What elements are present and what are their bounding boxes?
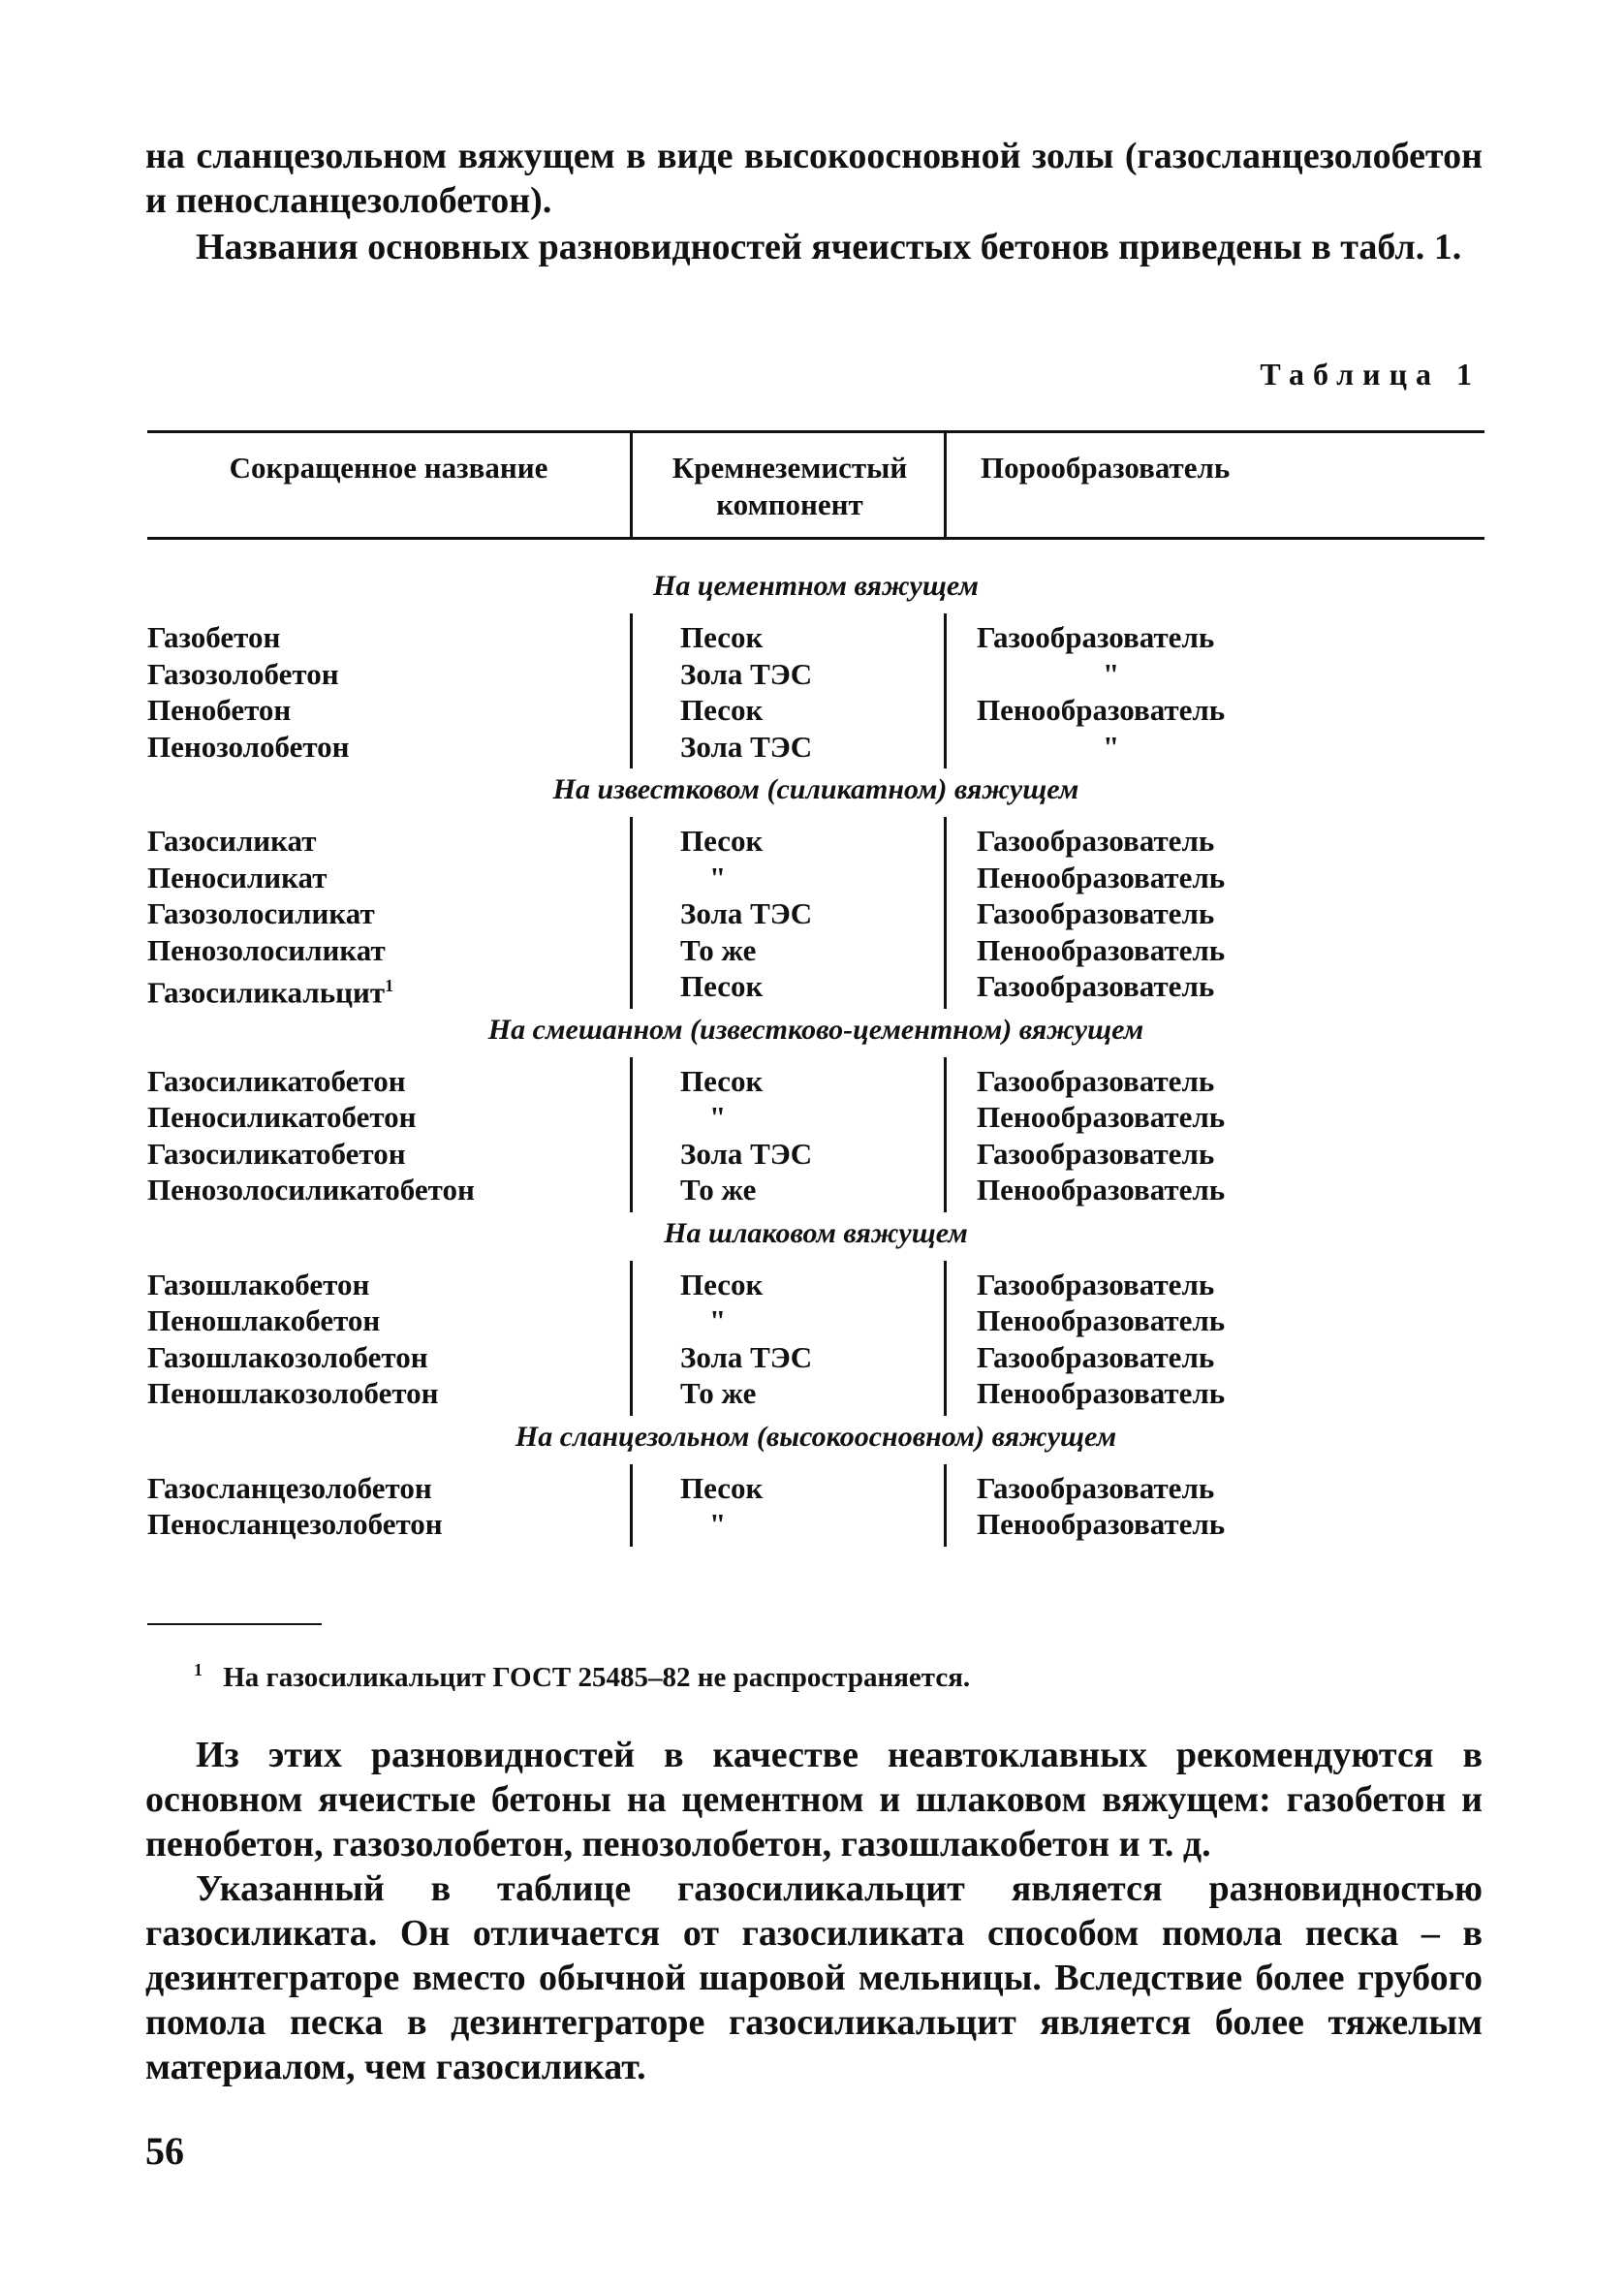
paragraph-recommendation: Из этих разновидностей в качестве неавтоклавных рекомендуются в основном ячеистые бетоны на цементном и шлаковом вяжущем: газобетон и пенобетон, газозолобетон, пенозолобетон, газошлакобетон и т. д. [145, 1735, 1483, 1865]
cell-short-name: Пенозолобетон [147, 729, 350, 764]
column-divider-1 [630, 1464, 633, 1547]
cell-short-name: Газошлакобетон [147, 1267, 370, 1301]
cell-pore-former: Пенообразователь [977, 932, 1226, 967]
cell-pore-former: " [1103, 656, 1120, 691]
table-header-rule [147, 537, 1484, 540]
cell-silica-component: То же [680, 1173, 757, 1207]
cell-silica-component: " [709, 860, 727, 894]
footnote-rule [147, 1623, 322, 1625]
footnote [194, 1652, 970, 1695]
header-short-name: Сокращенное название [229, 451, 548, 485]
column-divider-2 [944, 817, 947, 1009]
cell-pore-former: Пенообразователь [977, 1376, 1226, 1410]
cell-silica-component: Зола ТЭС [680, 1339, 813, 1374]
cell-short-name: Газобетон [147, 620, 281, 654]
cell-short-name: Пеношлакобетон [147, 1303, 381, 1337]
page-number: 56 [145, 2129, 184, 2173]
section-title: На цементном вяжущем [653, 570, 979, 602]
cell-short-name: Пеносиликат [147, 860, 328, 894]
cell-short-name: Газосиликатобетон [147, 1136, 406, 1171]
cell-short-name: Пенобетон [147, 693, 292, 727]
section-title: На известковом (силикатном) вяжущем [552, 773, 1079, 805]
cell-silica-component: То же [680, 932, 757, 967]
cell-pore-former: Газообразователь [977, 969, 1215, 1003]
cell-pore-former: Газообразователь [977, 896, 1215, 930]
cell-pore-former: Пенообразователь [977, 1507, 1226, 1541]
cell-pore-former: Газообразователь [977, 824, 1215, 858]
cell-short-name: Пенозолосиликатобетон [147, 1173, 475, 1207]
cell-silica-component: Песок [680, 1267, 764, 1301]
cell-pore-former: Пенообразователь [977, 1173, 1226, 1207]
header-divider-2 [944, 430, 947, 540]
cell-silica-component: Песок [680, 824, 764, 858]
section-title: На сланцезольном (высокоосновном) вяжущем [515, 1420, 1117, 1453]
column-divider-1 [630, 613, 633, 768]
cell-short-name: Газозолосиликат [147, 896, 375, 930]
cell-pore-former: Газообразователь [977, 1063, 1215, 1098]
header-pore-former: Порообразователь [981, 451, 1231, 485]
section-title: На шлаковом вяжущем [664, 1216, 968, 1249]
cell-silica-component: Зола ТЭС [680, 1136, 813, 1171]
cell-pore-former: Пенообразователь [977, 860, 1226, 894]
cell-silica-component: " [709, 1303, 727, 1337]
footnote-marker: 1 [194, 1660, 203, 1679]
cell-pore-former: Газообразователь [977, 1136, 1215, 1171]
cell-short-name: Газосиликат [147, 824, 317, 858]
table-top-rule [147, 430, 1484, 433]
cell-pore-former: Пенообразователь [977, 1303, 1226, 1337]
footnote-text: На газосиликальцит ГОСТ 25485–82 не распространяется. [223, 1661, 971, 1693]
column-divider-2 [944, 1464, 947, 1547]
cell-short-name: Газозолобетон [147, 656, 339, 691]
footnote-reference-marker: 1 [385, 976, 394, 995]
cell-pore-former: " [1103, 729, 1120, 764]
paragraph-intro: на сланцезольном вяжущем в виде высокоосновной золы (газосланцезолобетон и пеносланцезолобетон). [145, 136, 1483, 221]
column-divider-2 [944, 1261, 947, 1416]
cell-silica-component: Песок [680, 969, 764, 1003]
cell-silica-component: Песок [680, 1063, 764, 1098]
cell-short-name: Пеносиликатобетон [147, 1100, 417, 1134]
cell-silica-component: Зола ТЭС [680, 729, 813, 764]
table-caption: Таблица 1 [1260, 357, 1481, 392]
cell-pore-former: Пенообразователь [977, 693, 1226, 727]
cell-silica-component: Зола ТЭС [680, 896, 813, 930]
cell-short-name: Пеношлакозолобетон [147, 1376, 439, 1410]
column-divider-1 [630, 817, 633, 1009]
header-divider-1 [630, 430, 633, 540]
cell-pore-former: Газообразователь [977, 1339, 1215, 1374]
cell-short-name: Газосланцезолобетон [147, 1470, 432, 1505]
cell-silica-component: Песок [680, 1470, 764, 1505]
cell-silica-component: " [709, 1100, 727, 1134]
cell-short-name: Пеносланцезолобетон [147, 1507, 443, 1541]
cell-short-name: Газосиликатобетон [147, 1063, 406, 1098]
header-silica-component: Кремнеземистый компонент [671, 451, 908, 521]
column-divider-1 [630, 1057, 633, 1212]
cell-pore-former: Газообразователь [977, 1470, 1215, 1505]
cell-short-name: Газошлакозолобетон [147, 1339, 428, 1374]
column-divider-2 [944, 1057, 947, 1212]
cell-short-name: Пенозолосиликат [147, 932, 386, 967]
cell-silica-component: Песок [680, 693, 764, 727]
section-title: На смешанном (известково-цементном) вяжущем [487, 1013, 1144, 1046]
cell-pore-former: Пенообразователь [977, 1100, 1226, 1134]
cell-pore-former: Газообразователь [977, 620, 1215, 654]
cell-silica-component: Зола ТЭС [680, 656, 813, 691]
cell-short-name: Газосиликальцит$^1$ [147, 975, 394, 1010]
cell-pore-former: Газообразователь [977, 1267, 1215, 1301]
paragraph-table-reference: Названия основных разновидностей ячеистых бетонов приведены в табл. 1. [196, 227, 1462, 267]
column-divider-1 [630, 1261, 633, 1416]
cell-silica-component: Песок [680, 620, 764, 654]
column-divider-2 [944, 613, 947, 768]
paragraph-gas-silicalcite: Указанный в таблице газосиликальцит является разновидностью газосиликата. Он отличается от газосиликата способом помола песка – в дезинтеграторе вместо обычной шаровой мельницы. Вследствие более грубого помола песка в дезинтеграторе газосиликальцит является более тяжелым материалом, чем газосиликат. [145, 1868, 1483, 2087]
cell-silica-component: " [709, 1507, 727, 1541]
cell-silica-component: То же [680, 1376, 757, 1410]
